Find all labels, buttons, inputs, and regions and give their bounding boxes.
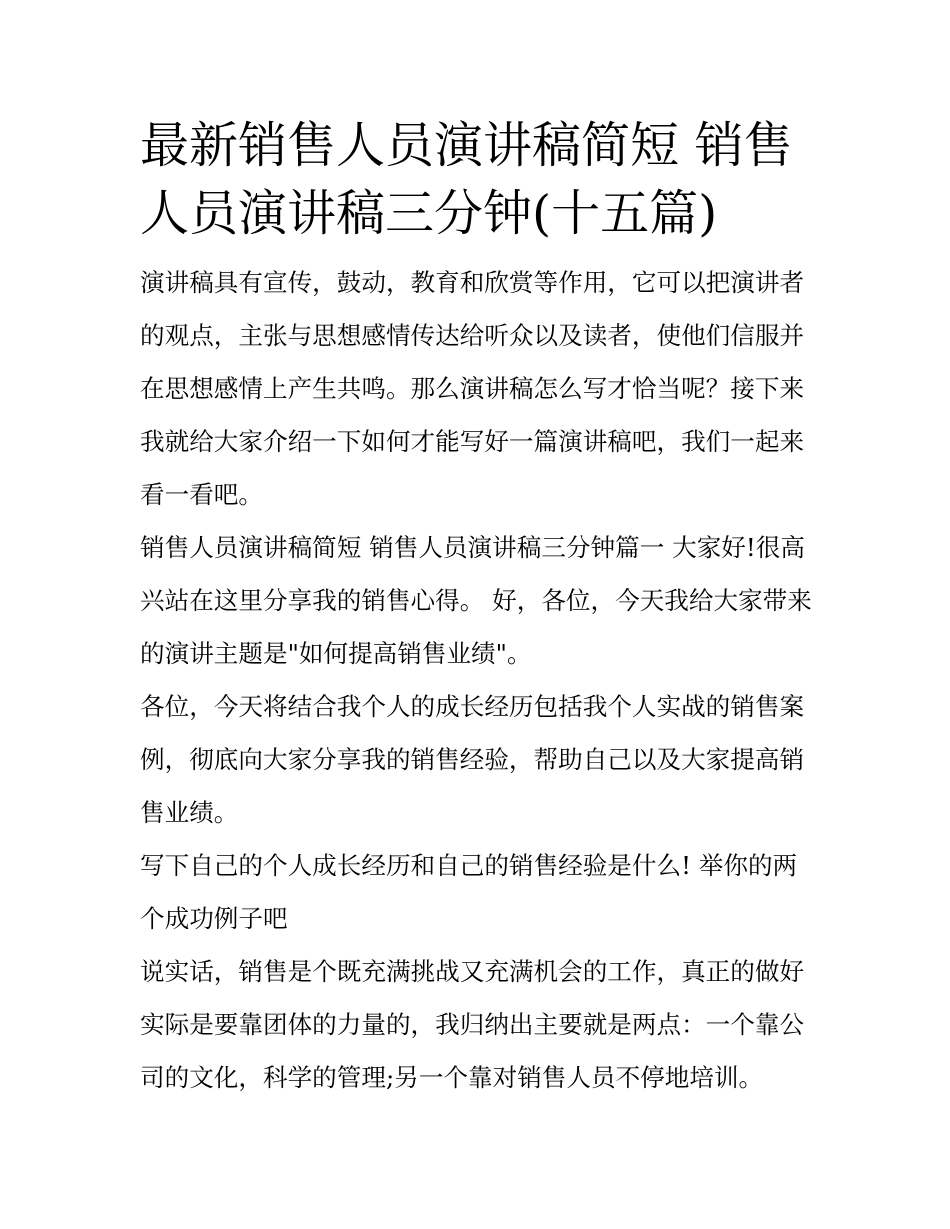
document-title: 最新销售人员演讲稿简短 销售人员演讲稿三分钟(十五篇)	[140, 117, 793, 242]
document-page	[140, 112, 815, 1104]
paragraph: 各位，今天将结合我个人的成长经历包括我个人实战的销售案例，彻底向大家分享我的销售经验，帮助自己以及大家提高销售业绩。	[140, 692, 805, 827]
paragraph: 销售人员演讲稿简短 销售人员演讲稿三分钟篇一 大家好!很高兴站在这里分享我的销售心得。 好，各位，今天我给大家带来的演讲主题是"如何提高销售业绩"。	[140, 533, 812, 668]
document-body	[140, 256, 815, 1104]
paragraph: 写下自己的个人成长经历和自己的销售经验是什么! 举你的两个成功例子吧	[140, 851, 798, 933]
paragraph: 演讲稿具有宣传，鼓动，教育和欣赏等作用，它可以把演讲者的观点，主张与思想感情传达给听众以及读者，使他们信服并在思想感情上产生共鸣。那么演讲稿怎么写才恰当呢？接下来我就给大家介绍一下如何才能写好一篇演讲稿吧，我们一起来看一看吧。	[140, 268, 805, 509]
paragraph: 说实话，销售是个既充满挑战又充满机会的工作，真正的做好实际是要靠团体的力量的，我归纳出主要就是两点：一个靠公司的文化，科学的管理;另一个靠对销售人员不停地培训。	[140, 957, 805, 1092]
